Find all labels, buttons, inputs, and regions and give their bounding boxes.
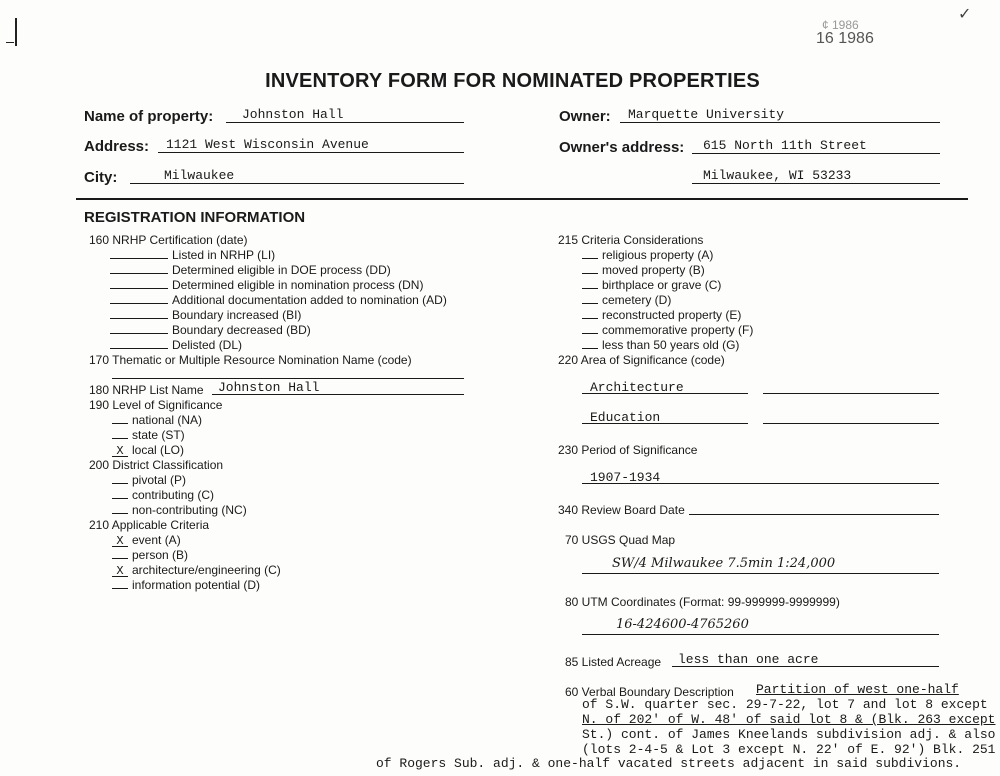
utm-underline [582, 634, 939, 635]
boundary-line: Partition of west one-half [756, 682, 959, 697]
owner-underline [620, 122, 940, 123]
owner-value: Marquette University [628, 107, 785, 122]
city-label: City: [84, 169, 118, 186]
boundary-line: (lots 2-4-5 & Lot 3 except N. 22' of E. 92') Blk. 251 [582, 742, 996, 757]
area-underline-2 [763, 393, 939, 394]
date-stamp-line2: 16 1986 [816, 30, 874, 47]
period-value: 1907-1934 [590, 470, 661, 485]
usgs-underline [582, 573, 939, 574]
consideration-item: reconstructed property (E) [582, 308, 741, 322]
thematic-name-label: 170 Thematic or Multiple Resource Nomination Name (code) [89, 353, 412, 367]
nrhp-cert-item: Listed in NRHP (LI) [110, 248, 275, 262]
area-value: Education [590, 410, 661, 425]
utm-coordinates-label: 80 UTM Coordinates (Format: 99-999999-9999999) [565, 595, 840, 609]
check-mark-icon: ✓ [958, 6, 972, 23]
owner-label: Owner: [559, 108, 611, 125]
date-stamp-line1: ¢ 1986 [822, 18, 859, 32]
nrhp-cert-item: Additional documentation added to nomination (AD) [110, 293, 447, 307]
review-board-date-label: 340 Review Board Date [558, 503, 685, 517]
level-item: state (ST) [112, 428, 185, 442]
applicable-criteria-label: 210 Applicable Criteria [89, 518, 210, 532]
city-underline [130, 183, 464, 184]
verbal-boundary-label: 60 Verbal Boundary Description [565, 685, 734, 699]
date-stamp [816, 18, 874, 47]
criteria-considerations-label: 215 Criteria Considerations [558, 233, 704, 247]
area-value: Architecture [590, 380, 684, 395]
consideration-item: moved property (B) [582, 263, 705, 277]
criteria-item: information potential (D) [112, 578, 260, 592]
edge-tick-mark [6, 42, 14, 43]
consideration-item: cemetery (D) [582, 293, 671, 307]
area-of-significance-label: 220 Area of Significance (code) [558, 353, 725, 367]
boundary-line: St.) cont. of James Kneelands subdivision adj. & also [582, 727, 996, 742]
section-divider [76, 198, 968, 200]
consideration-item: birthplace or grave (C) [582, 278, 721, 292]
nrhp-cert-item: Boundary decreased (BD) [110, 323, 311, 337]
owner-address-label: Owner's address: [559, 139, 685, 156]
nrhp-certification-label: 160 NRHP Certification (date) [89, 233, 248, 247]
nrhp-cert-item: Delisted (DL) [110, 338, 242, 352]
city-value: Milwaukee [164, 168, 235, 183]
criteria-item: X architecture/engineering (C) [112, 563, 281, 577]
nrhp-cert-item: Determined eligible in DOE process (DD) [110, 263, 391, 277]
owner-address-underline-2 [692, 183, 940, 184]
address-value: 1121 West Wisconsin Avenue [166, 137, 369, 152]
thematic-underline [112, 378, 464, 379]
boundary-line: of S.W. quarter sec. 29-7-22, lot 7 and lot 8 except [582, 697, 988, 712]
district-item: non-contributing (NC) [112, 503, 247, 517]
owner-address-line2: Milwaukee, WI 53233 [703, 168, 852, 183]
boundary-line: N. of 202' of W. 48' of said lot 8 & (Blk. 263 except [582, 712, 996, 727]
owner-address-line1: 615 North 11th Street [703, 138, 867, 153]
nrhp-list-name-label: 180 NRHP List Name [89, 383, 204, 397]
district-item: pivotal (P) [112, 473, 186, 487]
criteria-item: X event (A) [112, 533, 181, 547]
consideration-item: religious property (A) [582, 248, 713, 262]
level-item: X local (LO) [112, 443, 184, 457]
address-label: Address: [84, 138, 150, 155]
district-classification-label: 200 District Classification [89, 458, 224, 472]
area-underline-4 [763, 423, 939, 424]
criteria-item: person (B) [112, 548, 188, 562]
acreage-value: less than one acre [678, 652, 819, 667]
registration-heading: REGISTRATION INFORMATION [84, 209, 306, 226]
address-underline [158, 152, 464, 153]
level-of-significance-label: 190 Level of Significance [89, 398, 223, 412]
usgs-value: SW/4 Milwaukee 7.5min 1:24,000 [612, 556, 836, 571]
edge-tick-mark [15, 18, 17, 46]
district-item: contributing (C) [112, 488, 214, 502]
consideration-item: commemorative property (F) [582, 323, 753, 337]
usgs-quad-map-label: 70 USGS Quad Map [565, 533, 676, 547]
nrhp-list-name-value: Johnston Hall [218, 380, 320, 395]
nrhp-cert-item: Boundary increased (BI) [110, 308, 301, 322]
utm-value: 16-424600-4765260 [616, 617, 749, 632]
property-name-value: Johnston Hall [242, 107, 344, 122]
name-of-property-label: Name of property: [84, 108, 214, 125]
level-item: national (NA) [112, 413, 202, 427]
boundary-line: of Rogers Sub. adj. & one-half vacated streets adjacent in said subdivions. [376, 756, 962, 771]
nrhp-cert-item: Determined eligible in nomination process (DN) [110, 278, 423, 292]
period-of-significance-label: 230 Period of Significance [558, 443, 698, 457]
owner-address-underline [692, 153, 940, 154]
listed-acreage-label: 85 Listed Acreage [565, 655, 662, 669]
consideration-item: less than 50 years old (G) [582, 338, 739, 352]
name-underline [226, 122, 464, 123]
page-title: INVENTORY FORM FOR NOMINATED PROPERTIES [265, 70, 760, 92]
review-underline [689, 514, 939, 515]
